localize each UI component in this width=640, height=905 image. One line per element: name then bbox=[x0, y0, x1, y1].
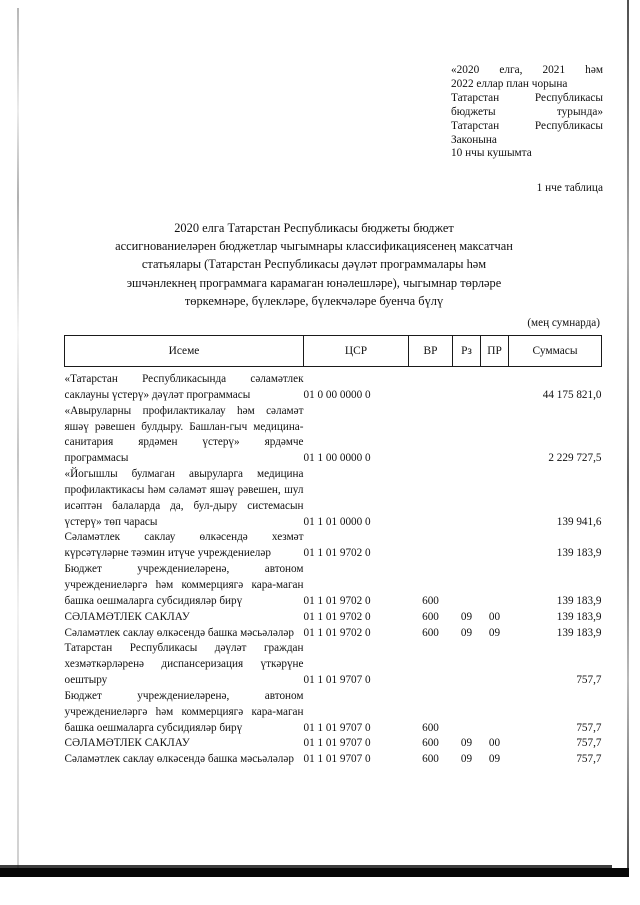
document-reference-line: Татарстан Республикасы bbox=[451, 119, 603, 132]
table-row bbox=[65, 404, 602, 467]
table-row bbox=[65, 626, 602, 642]
column-header-vr: ВР bbox=[409, 336, 453, 367]
document-reference-line: Законына bbox=[451, 133, 497, 146]
table-cell-sum: 2 229 727,5 bbox=[548, 452, 602, 465]
table-cell-pr: 09 bbox=[488, 753, 501, 766]
table-cell-csr: 01 1 01 9702 0 bbox=[303, 610, 371, 623]
table-cell-pr bbox=[481, 562, 509, 610]
table-cell-name: СӘЛАМӘТЛЕК САКЛАУ bbox=[64, 610, 190, 623]
table-row bbox=[65, 689, 602, 737]
table-row bbox=[65, 641, 602, 689]
table-header-row bbox=[65, 336, 602, 367]
table-cell-sum: 44 175 821,0 bbox=[542, 388, 602, 401]
table-cell-vr: 600 bbox=[422, 610, 439, 623]
table-cell-sum: 757,7 bbox=[576, 737, 602, 750]
table-cell-rz bbox=[453, 530, 481, 562]
table-cell-name: Сәламәтлек саклау өлкәсендә хезмәт күрсәтүләрне тәэмин итүче учреждениеләр bbox=[64, 531, 304, 560]
table-cell-csr: 01 1 01 9702 0 bbox=[303, 594, 371, 607]
table-cell-rz: 09 bbox=[460, 626, 473, 639]
table-number-label: 1 нче таблица bbox=[536, 182, 603, 194]
table-cell-csr: 01 1 01 0000 0 bbox=[303, 515, 371, 528]
table-cell-csr: 01 0 00 0000 0 bbox=[303, 388, 371, 401]
table-cell-rz: 09 bbox=[460, 610, 473, 623]
table-cell-sum: 757,7 bbox=[576, 753, 602, 766]
page-title-line: эшчәнлекнең программага карамаган юнәлешләре), чыгымнар төрләре bbox=[126, 275, 502, 290]
table-cell-rz bbox=[453, 641, 481, 689]
table-cell-name: Бюджет учреждениеләренә, автоном учреждениеләргә һәм коммерциягә кара-маган башка оешмаларга субсидияләр бирү bbox=[64, 563, 304, 607]
table-cell-name: «Татарстан Республикасында сәламәтлек саклауны үстерү» дәүләт программасы bbox=[64, 373, 304, 401]
table-row bbox=[65, 610, 602, 626]
table-cell-name: «Авыруларны профилактикалау һәм сәламәт яшәү рәвешен булдыру. Башлан-гыч медицина-санитария ярдәмен үстерү» ярдәмче программасы bbox=[64, 404, 304, 465]
table-cell-sum: 139 941,6 bbox=[556, 515, 602, 528]
table-cell-csr: 01 1 01 9707 0 bbox=[303, 721, 371, 734]
table-cell-csr: 01 1 00 0000 0 bbox=[303, 452, 371, 465]
table-cell-sum: 139 183,9 bbox=[556, 547, 602, 560]
table-cell-name: Татарстан Республикасы дәүләт граждан хезмәткәрләренә диспансеризация үткәрүне оештыру bbox=[64, 642, 304, 687]
budget-allocations-table bbox=[64, 335, 601, 768]
page-title bbox=[64, 219, 564, 310]
table-cell-csr: 01 1 01 9707 0 bbox=[303, 753, 371, 766]
table-cell-csr: 01 1 01 9702 0 bbox=[303, 626, 371, 639]
table-cell-sum: 757,7 bbox=[576, 674, 602, 687]
table-cell-pr: 00 bbox=[488, 610, 501, 623]
table-row bbox=[65, 367, 602, 404]
page-title-line: ассигнованиеләрен бюджетлар чыгымнары классификациясенең максатчан bbox=[115, 239, 513, 254]
table-cell-pr: 00 bbox=[488, 737, 501, 750]
table-cell-vr bbox=[409, 404, 453, 467]
table-cell-pr bbox=[481, 641, 509, 689]
table-cell-rz: 09 bbox=[460, 753, 473, 766]
table-cell-pr bbox=[481, 530, 509, 562]
table-cell-rz bbox=[453, 404, 481, 467]
table-cell-sum: 757,7 bbox=[576, 721, 602, 734]
table-cell-name: Сәламәтлек саклау өлкәсендә башка мәсьәләләр bbox=[64, 753, 294, 766]
column-header-pr: ПР bbox=[481, 336, 509, 367]
table-row bbox=[65, 752, 602, 768]
table-cell-vr bbox=[409, 530, 453, 562]
table-cell-pr: 09 bbox=[488, 626, 501, 639]
table-cell-pr bbox=[481, 467, 509, 530]
table-cell-rz bbox=[453, 367, 481, 404]
scan-artifact-left-edge bbox=[17, 8, 19, 868]
column-header-rz: Рз bbox=[453, 336, 481, 367]
table-cell-rz bbox=[453, 689, 481, 737]
column-header-name: Исеме bbox=[65, 336, 304, 367]
scan-artifact-right-edge bbox=[627, 0, 629, 872]
page-title-line: төркемнәре, бүлекләре, бүлекчәләре буенча бүлү bbox=[184, 293, 444, 308]
table-row bbox=[65, 467, 602, 530]
table-cell-csr: 01 1 01 9702 0 bbox=[303, 547, 371, 560]
document-reference-line: 2022 еллар план чорына bbox=[451, 77, 568, 90]
table-cell-csr: 01 1 01 9707 0 bbox=[303, 674, 371, 687]
table-cell-name: «Йогышлы булмаган авыруларга медицина профилактикасы һәм сәламәт яшәү рәвешен, шул исәптән балаларда да, бул-дыру системасын үстерү» төп чарасы bbox=[64, 468, 304, 528]
table-row bbox=[65, 736, 602, 752]
table-cell-name: Бюджет учреждениеләренә, автоном учреждениеләргә һәм коммерциягә кара-маган башка оешмаларга субсидияләр бирү bbox=[64, 689, 304, 734]
table-cell-sum: 139 183,9 bbox=[556, 594, 602, 607]
table-cell-vr: 600 bbox=[422, 594, 439, 607]
table-row bbox=[65, 530, 602, 562]
table-cell-name: СӘЛАМӘТЛЕК САКЛАУ bbox=[64, 737, 190, 750]
document-reference-block bbox=[451, 64, 603, 161]
column-header-csr: ЦСР bbox=[304, 336, 409, 367]
table-cell-pr bbox=[481, 404, 509, 467]
table-cell-pr bbox=[481, 367, 509, 404]
document-reference-line: Татарстан Республикасы bbox=[451, 91, 603, 104]
document-reference-line: бюджеты турында» bbox=[451, 105, 603, 118]
page-title-line: статьялары (Татарстан Республикасы дәүләт программалары һәм bbox=[141, 257, 487, 272]
table-cell-vr: 600 bbox=[422, 626, 439, 639]
table-cell-vr bbox=[409, 367, 453, 404]
table-cell-rz bbox=[453, 562, 481, 610]
table-cell-sum: 139 183,9 bbox=[556, 610, 602, 623]
table-cell-csr: 01 1 01 9707 0 bbox=[303, 737, 371, 750]
document-reference-line: «2020 елга, 2021 һәм bbox=[451, 64, 603, 76]
table-row bbox=[65, 562, 602, 610]
table-cell-pr bbox=[481, 689, 509, 737]
document-reference-line: 10 нчы кушымта bbox=[451, 147, 532, 160]
table-cell-rz bbox=[453, 467, 481, 530]
table-cell-vr bbox=[409, 641, 453, 689]
scan-artifact-bottom-edge bbox=[0, 868, 629, 877]
table-cell-vr: 600 bbox=[422, 721, 439, 734]
table-cell-name: Сәламәтлек саклау өлкәсендә башка мәсьәләләр bbox=[64, 626, 294, 639]
table-cell-vr: 600 bbox=[422, 737, 439, 750]
table-cell-vr bbox=[409, 467, 453, 530]
table-cell-rz: 09 bbox=[460, 737, 473, 750]
table-cell-sum: 139 183,9 bbox=[556, 626, 602, 639]
table-cell-vr: 600 bbox=[422, 753, 439, 766]
page-title-line: 2020 елга Татарстан Республикасы бюджеты бюджет bbox=[174, 221, 454, 235]
table-body bbox=[65, 367, 602, 769]
column-header-sum: Суммасы bbox=[509, 336, 602, 367]
units-note: (мең сумнарда) bbox=[527, 317, 600, 329]
